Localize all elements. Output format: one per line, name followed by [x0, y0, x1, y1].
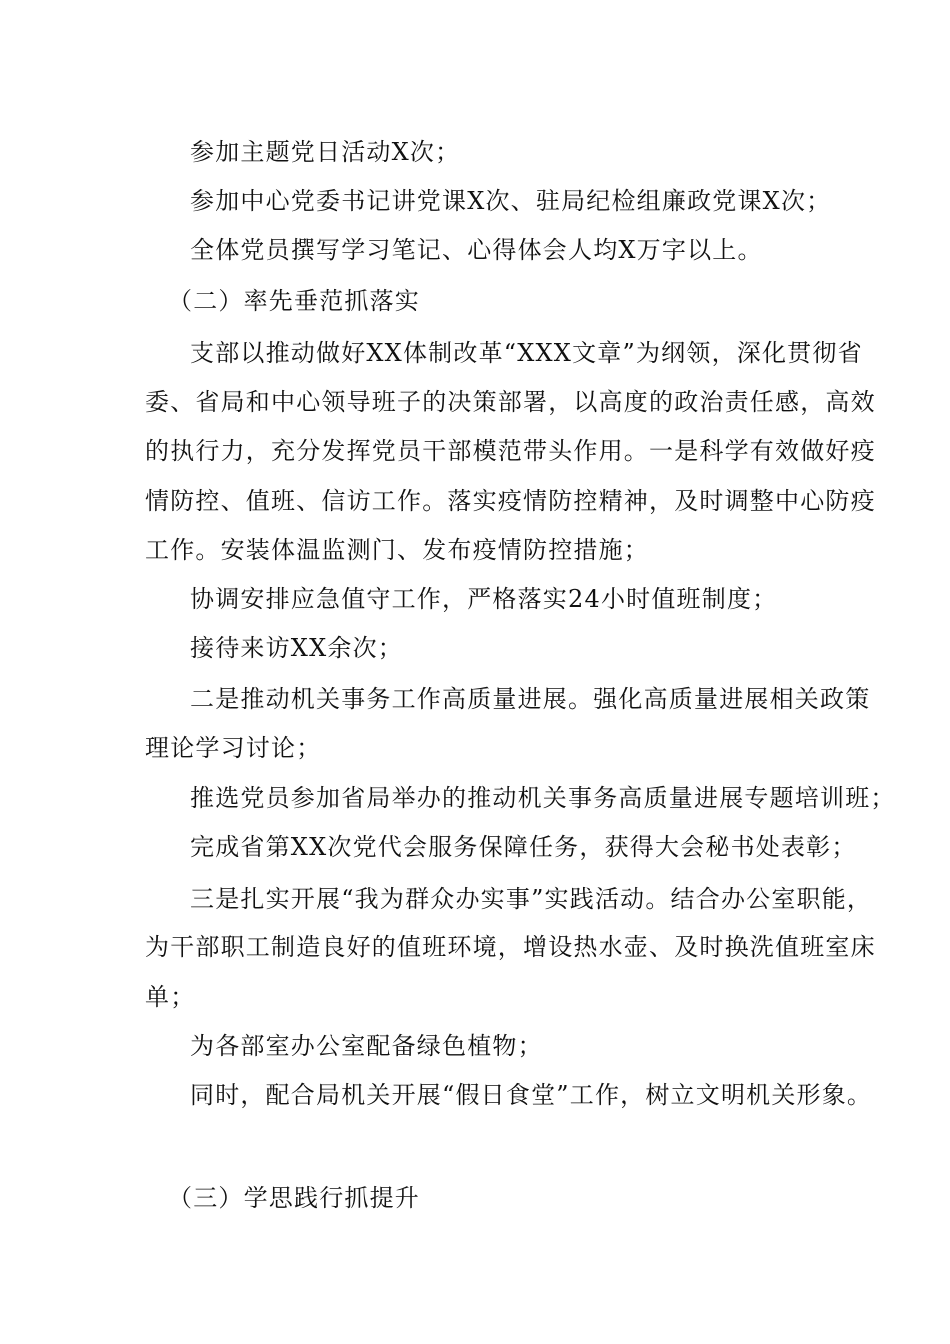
text-line: 的执行力，充分发挥党员干部模范带头作用。一是科学有效做好疫: [145, 437, 876, 465]
text-line: 单；: [145, 983, 196, 1011]
text-line: 参加中心党委书记讲党课X次、驻局纪检组廉政党课X次；: [190, 187, 832, 215]
text-line: 为各部室办公室配备绿色植物；: [190, 1032, 543, 1060]
text-line: 工作。安装体温监测门、发布疫情防控措施；: [145, 536, 649, 564]
text-line: 情防控、值班、信访工作。落实疫情防控精神，及时调整中心防疫: [145, 487, 876, 515]
text-line: 同时，配合局机关开展“假日食堂”工作，树立文明机关形象。: [190, 1081, 873, 1109]
text-line: 为干部职工制造良好的值班环境，增设热水壶、及时换洗值班室床: [145, 933, 876, 961]
text-line: 接待来访XX余次；: [190, 634, 403, 662]
section-heading: （二）率先垂范抓落实: [168, 287, 420, 315]
text-line: 三是扎实开展“我为群众办实事”实践活动。结合办公室职能，: [190, 885, 873, 913]
text-line: 全体党员撰写学习笔记、心得体会人均X万字以上。: [190, 236, 763, 264]
text-line: 推选党员参加省局举办的推动机关事务高质量进展专题培训班；: [190, 784, 896, 812]
text-line: 参加主题党日活动X次；: [190, 138, 461, 166]
text-line: 二是推动机关事务工作高质量进展。强化高质量进展相关政策: [190, 685, 871, 713]
text-line: 支部以推动做好XX体制改革“XXX文章”为纲领，深化贯彻省: [190, 339, 863, 367]
text-line: 理论学习讨论；: [145, 734, 322, 762]
section-heading: （三）学思践行抓提升: [168, 1184, 420, 1212]
text-line: 协调安排应急值守工作，严格落实24小时值班制度；: [190, 585, 778, 613]
text-line: 完成省第XX次党代会服务保障任务，获得大会秘书处表彰；: [190, 833, 857, 861]
text-line: 委、省局和中心领导班子的决策部署，以高度的政治责任感，高效: [145, 388, 876, 416]
